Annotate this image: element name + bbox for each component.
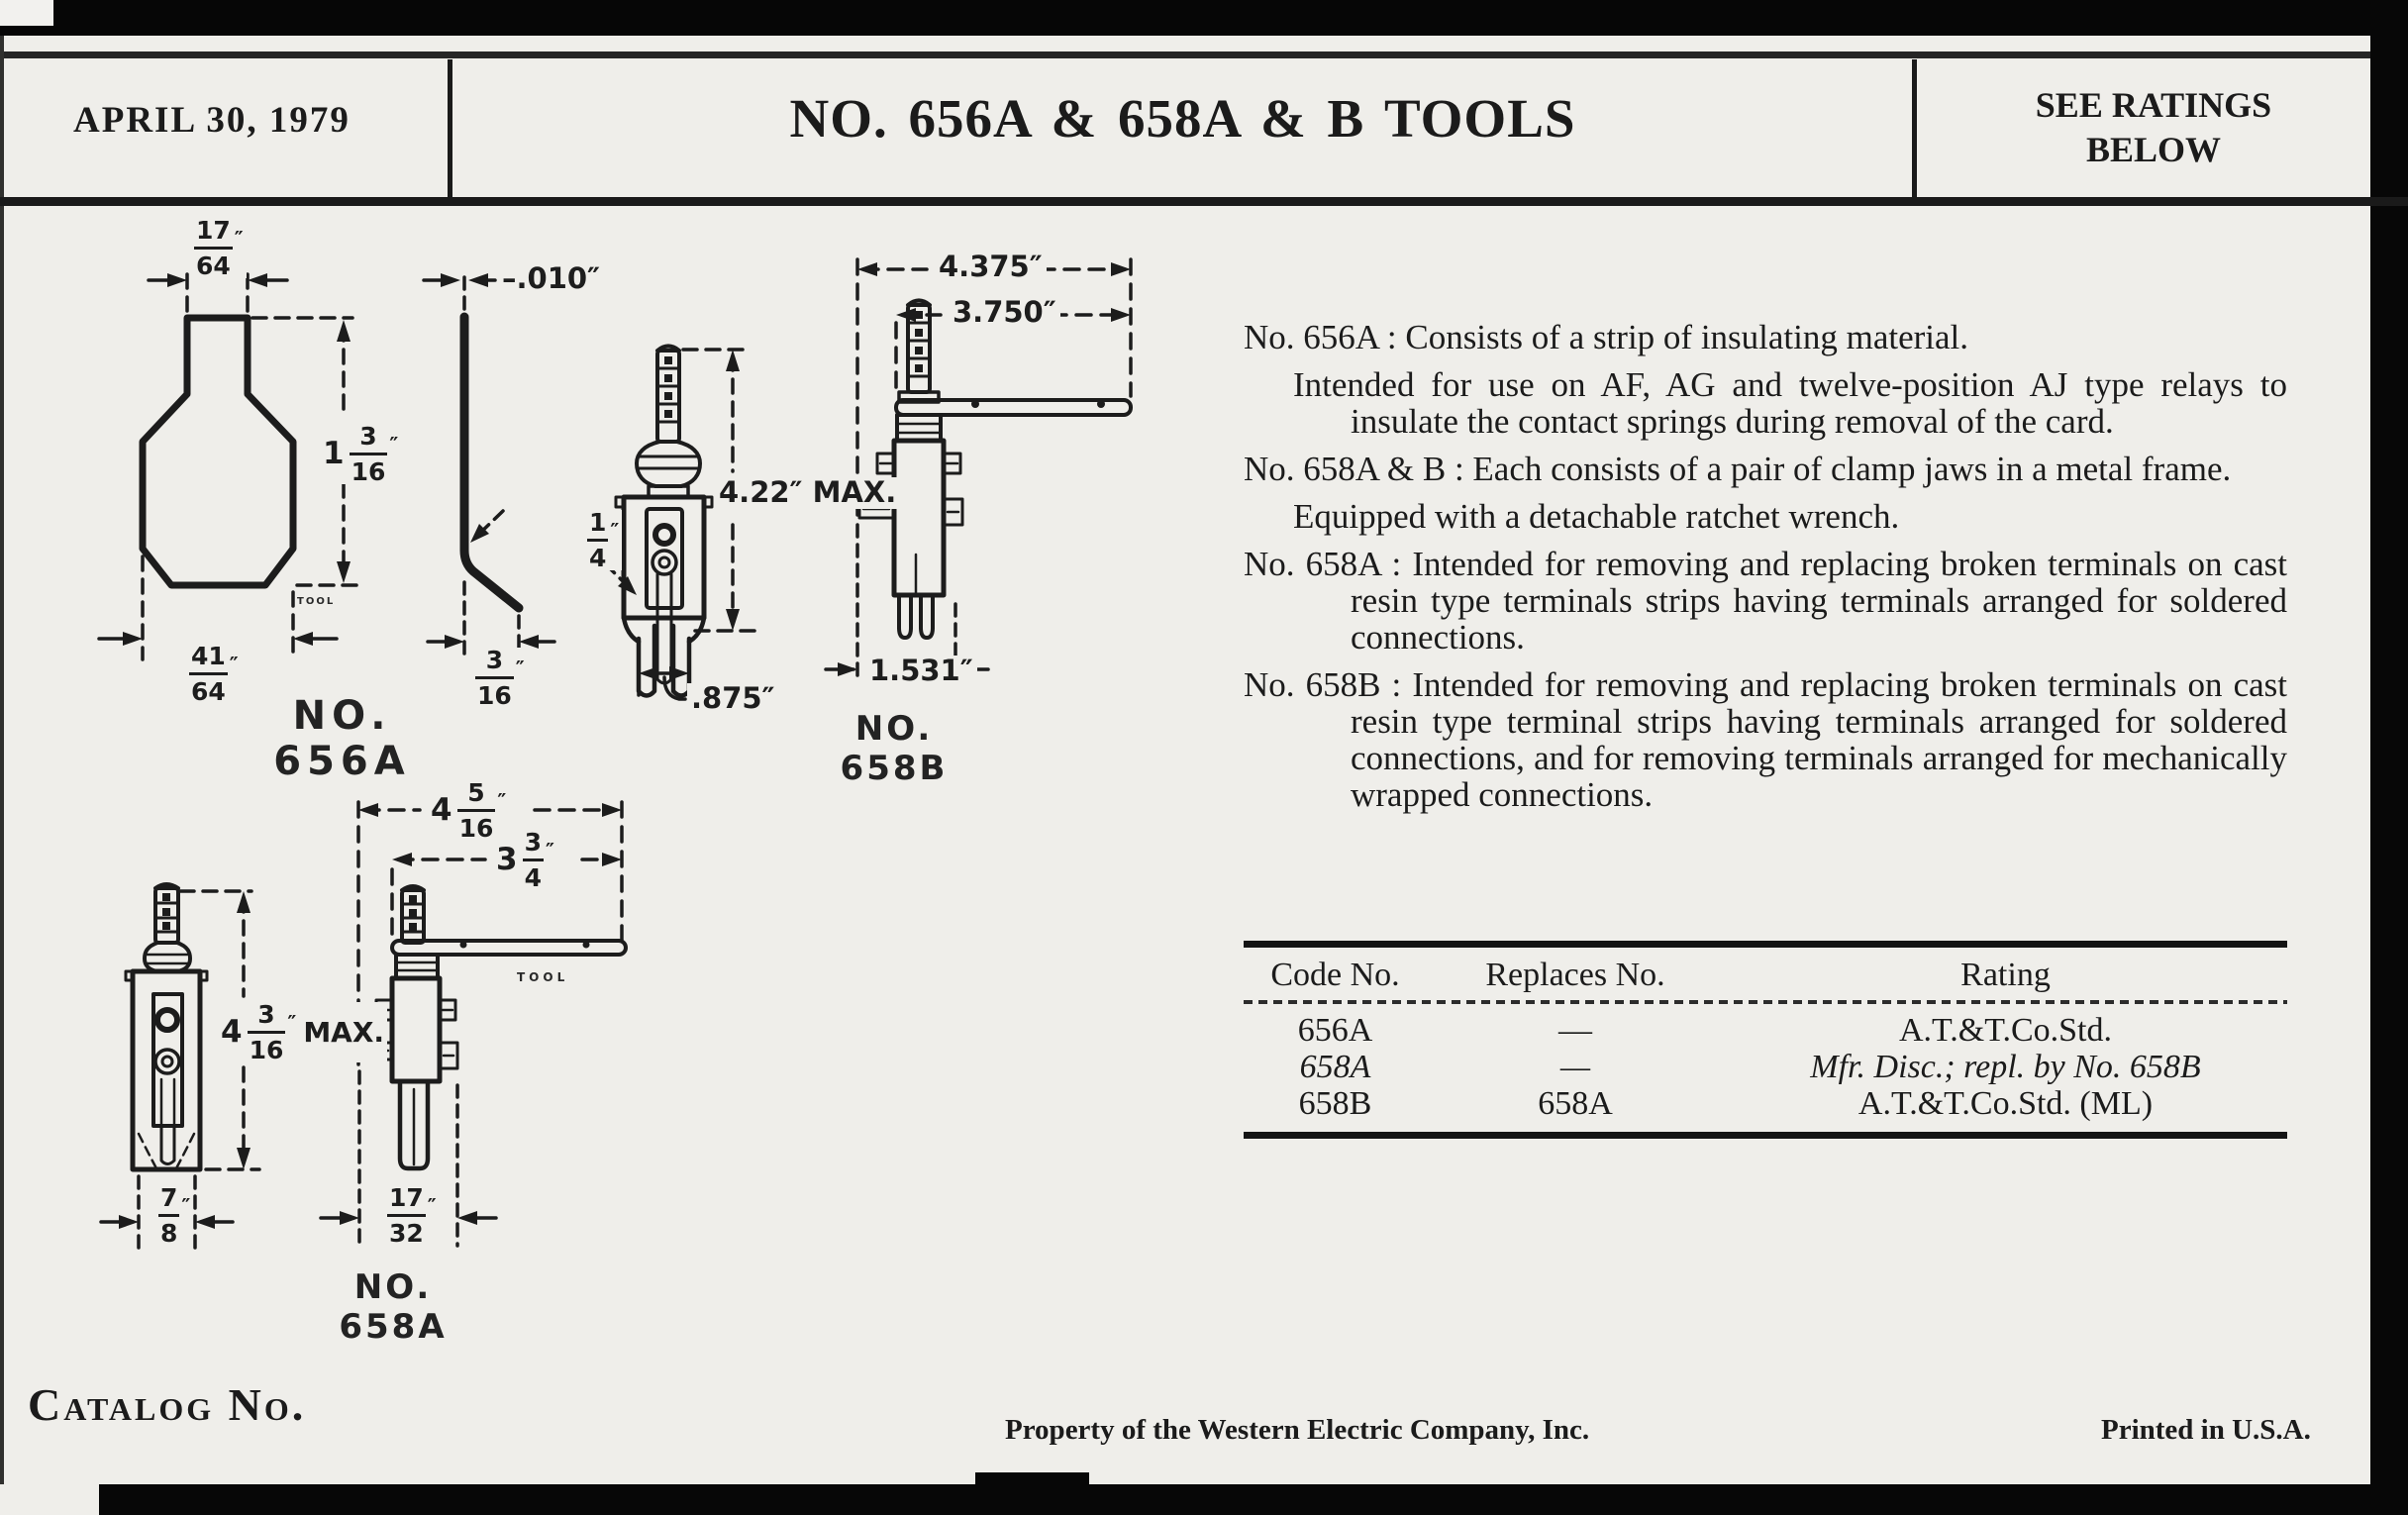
cell-rating: A.T.&T.Co.Std. [1898, 1012, 2113, 1049]
fraction [189, 644, 228, 704]
fraction-numerator: 7 [160, 1183, 178, 1212]
column-header-replaces: Replaces No. [1485, 957, 1665, 993]
dim-658b-overall-width: 4.375″ [935, 252, 1047, 283]
dim-656a-height [320, 424, 401, 484]
cell-code: 656A [1297, 1012, 1373, 1049]
cell-replaces: — [1559, 1049, 1591, 1085]
fraction-numerator: 5 [467, 778, 485, 807]
paragraph-656a-use: Intended for use on AF, AG and twelve-position AJ type relays to insulate the contact springs during removal of the card. [1293, 365, 2287, 441]
ratings-note-line2: BELOW [2085, 130, 2222, 169]
inch-mark: ″ [610, 518, 620, 543]
fraction-denominator: 16 [350, 453, 388, 484]
fraction [475, 648, 514, 708]
ratings-table [1244, 941, 2287, 1139]
inch-mark: ″ [545, 838, 554, 862]
cell-replaces: — [1558, 1012, 1592, 1049]
cell-replaces: 658A [1538, 1085, 1613, 1122]
table-row [1244, 1085, 2287, 1122]
inch-mark: ″ [229, 652, 239, 676]
fraction-numerator: 17 [389, 1183, 424, 1212]
table-header-row [1244, 948, 2287, 998]
paragraph-658ab-wrench: Equipped with a detachable ratchet wrench. [1293, 497, 1900, 536]
property-notice: Property of the Western Electric Company, Inc. [1005, 1414, 1590, 1446]
paragraph-656a: No. 656A : Consists of a strip of insulating material. [1244, 318, 1969, 356]
fraction-numerator: 17 [196, 216, 231, 245]
fraction-denominator: 4 [587, 539, 608, 570]
dim-658b-side-width: 1.531″ [865, 656, 977, 687]
cell-rating: A.T.&T.Co.Std. (ML) [1857, 1085, 2154, 1122]
column-header-rating: Rating [1960, 957, 2051, 993]
inch-mark: ″ [497, 788, 507, 813]
fraction-numerator: 3 [524, 828, 542, 857]
cell-rating: Mfr. Disc.; repl. by No. 658B [1810, 1049, 2201, 1085]
table-bottom-rule [1244, 1132, 2287, 1139]
table-row [1244, 1012, 2287, 1049]
dim-658a-height [218, 1002, 387, 1062]
table-header-rule [1244, 1000, 2287, 1004]
inch-mark: ″ [234, 226, 244, 251]
printed-in-usa: Printed in U.S.A. [2101, 1414, 2311, 1446]
dim-658b-arm-length: 3.750″ [949, 297, 1060, 329]
issue-date: APRIL 30, 1979 [73, 100, 351, 141]
dim-whole: 1 [323, 436, 345, 471]
fraction [350, 424, 388, 484]
paragraph-658b: No. 658B : Intended for removing and replacing broken terminals on cast resin type terminal strips having terminals arranged for soldered connections, and for removing terminals arranged for mechanically wrapped connections. [1244, 665, 2287, 814]
fraction-denominator: 16 [457, 809, 496, 841]
fraction-denominator: 64 [189, 672, 228, 704]
table-row [1244, 1049, 2287, 1085]
paragraph-658ab: No. 658A & B : Each consists of a pair of clamp jaws in a metal frame. [1244, 450, 2232, 488]
dim-658a-side-width [384, 1185, 440, 1246]
fraction [194, 218, 233, 278]
dim-658b-height: 4.22″ MAX. [715, 477, 900, 509]
inch-mark: ″ [181, 1193, 191, 1218]
fraction-denominator: 16 [248, 1031, 286, 1062]
catalog-no-label: Catalog No. [28, 1379, 307, 1430]
fraction-numerator: 1 [589, 508, 607, 537]
fraction [387, 1185, 426, 1246]
column-header-code: Code No. [1270, 957, 1400, 993]
dim-whole: 3 [496, 842, 518, 877]
fraction [587, 510, 608, 570]
dim-whole: 4 [221, 1014, 243, 1050]
fraction-denominator: 32 [387, 1214, 426, 1246]
fraction-denominator: 64 [194, 247, 233, 278]
fraction [523, 830, 544, 890]
inch-mark: ″ [515, 656, 525, 680]
cell-code: 658B [1298, 1085, 1372, 1122]
dim-656a-thickness: –.010″ [498, 263, 604, 295]
fraction-numerator: 3 [257, 1000, 275, 1029]
table-body [1244, 1012, 2287, 1132]
fraction [248, 1002, 286, 1062]
drawing-658b-front [616, 347, 754, 700]
dim-suffix: MAX. [303, 1015, 385, 1049]
dim-656a-bend-length [584, 510, 622, 570]
paragraph-658a: No. 658A : Intended for removing and replacing broken terminals on cast resin type terminals strips having terminals arranged for soldered connections. [1244, 545, 2287, 656]
cell-code: 658A [1299, 1049, 1371, 1085]
caption-658a: NO. 658A [339, 1267, 448, 1347]
ratings-note-line1: SEE RATINGS [2035, 85, 2272, 125]
fraction [457, 780, 496, 841]
description-column [1244, 319, 2287, 824]
inch-mark: ″ [389, 432, 399, 456]
drawing-656a-edge [424, 273, 637, 657]
dim-656a-bend-offset [472, 648, 528, 708]
inch-mark: ″ [287, 1010, 297, 1035]
tool-note-656a: TOOL [297, 596, 336, 607]
dim-658a-arm-length [493, 830, 557, 890]
table-top-rule [1244, 941, 2287, 948]
caption-658b: NO. 658B [840, 709, 949, 788]
fraction [158, 1185, 179, 1246]
tool-note-658a: TOOL [517, 970, 569, 984]
fraction-denominator: 4 [523, 858, 544, 890]
fraction-denominator: 16 [475, 676, 514, 708]
fraction-numerator: 3 [485, 646, 504, 674]
dim-658a-front-width [155, 1185, 193, 1246]
page-title: NO. 656A & 658A & B TOOLS [789, 88, 1576, 149]
dim-658b-front-width: .875″ [687, 683, 779, 715]
fraction-numerator: 3 [359, 422, 377, 451]
fraction-numerator: 41 [191, 642, 226, 670]
dim-whole: 4 [431, 792, 452, 828]
caption-656a: NO. 656A [273, 693, 411, 784]
fraction-denominator: 8 [158, 1214, 179, 1246]
inch-mark: ″ [427, 1193, 437, 1218]
dim-656a-top-width [191, 218, 247, 278]
